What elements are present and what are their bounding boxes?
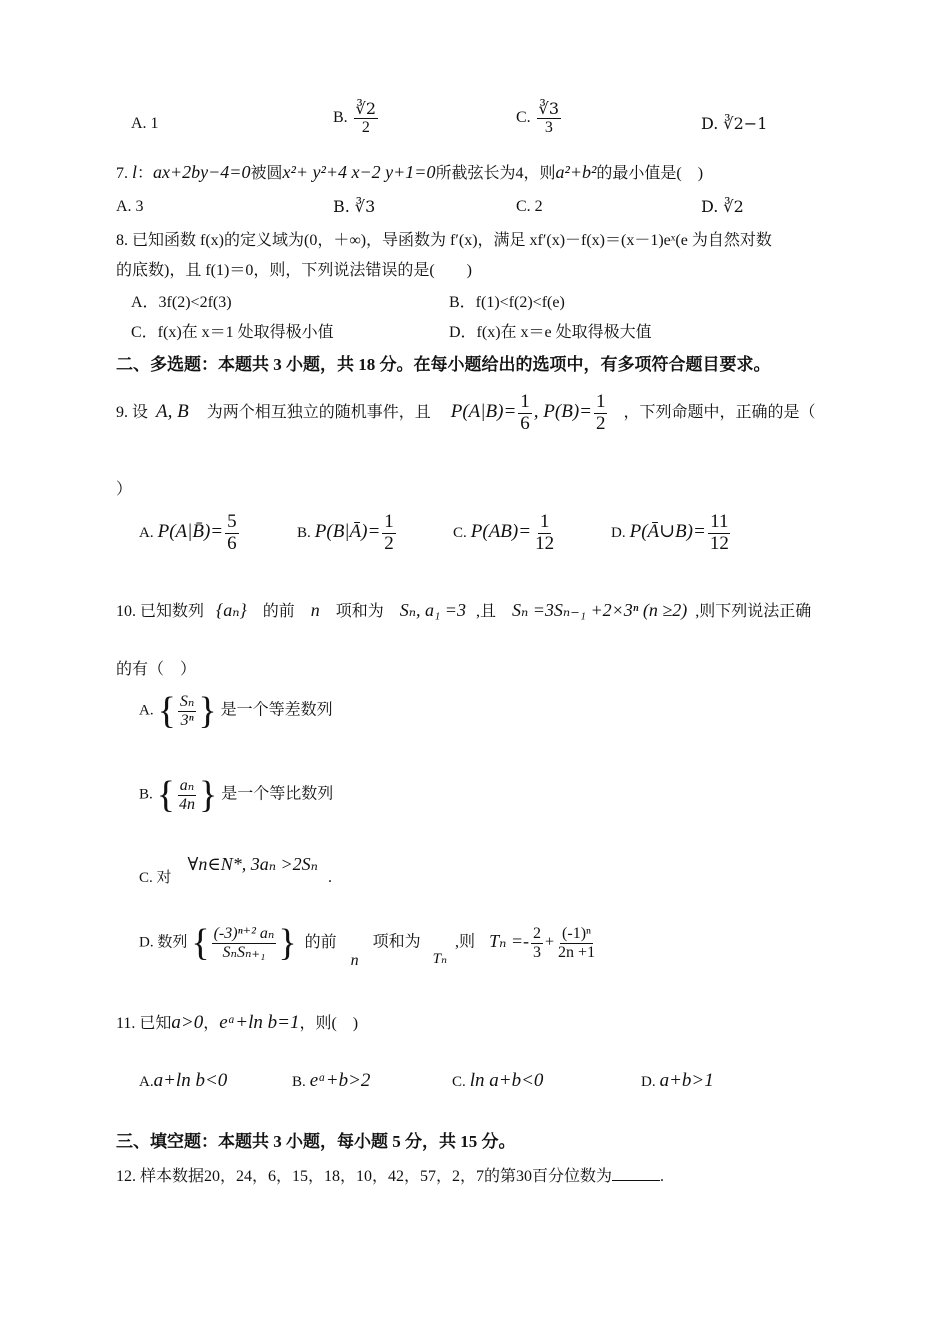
fraction-denominator: 6 (227, 532, 237, 554)
fraction-denominator: 3 (544, 118, 553, 136)
section-2-heading: 二、多选题：本题共 3 小题，共 18 分。在每小题给出的选项中，有多项符合题目要求。 (116, 355, 771, 374)
fraction-denominator: 2 (384, 532, 394, 554)
q10-sequence: {aₙ} (216, 600, 247, 620)
q11-separator: ， (203, 1015, 220, 1032)
q7-colon: ： (137, 165, 154, 182)
q6-option-c-fraction (537, 100, 561, 136)
q9-events: A, B (156, 401, 189, 423)
q9-option-b-expression: P(B|Ā)= (314, 521, 381, 543)
fraction-denominator: 12 (709, 532, 729, 554)
q11-option-a-expression: a+ln b<0 (153, 1070, 228, 1091)
q10-text-3: ,且 (475, 603, 496, 620)
q10-option-d-fraction-2 (556, 925, 597, 961)
q12-text: 12. 样本数据20，24，6，15，18，10，42，57，2，7的第30百分位数为 (116, 1168, 613, 1185)
q11-option-d (641, 1070, 714, 1093)
q11-option-c (452, 1070, 543, 1093)
q11-option-d-expression: a+b>1 (659, 1070, 714, 1091)
q10-option-b (139, 776, 333, 814)
fraction-numerator: Sₙ (179, 692, 195, 710)
q9-option-d-label: D. (611, 525, 626, 542)
q6-option-b-fraction (354, 100, 378, 136)
q7-text-1: 被圆 (250, 165, 283, 182)
q10-stem (116, 600, 811, 622)
q9-condition-2: , P(B)= (533, 401, 592, 423)
q7-stem (116, 162, 703, 184)
q9-option-a (139, 512, 241, 555)
q11-option-a (139, 1070, 227, 1093)
q7-expression: a²+b² (555, 162, 597, 182)
q10-option-d-result: Tₙ =- (489, 930, 530, 951)
fraction-numerator: (-1)ⁿ (562, 924, 592, 942)
q8-option-d: D．f(x)在 x＝e 处取得极大值 (449, 324, 652, 341)
q10-option-a-label: A. (139, 702, 154, 719)
q10-option-d-text-1: 的前 (304, 933, 337, 951)
fraction-numerator: 11 (710, 511, 729, 532)
q9-option-c-fraction (533, 512, 556, 555)
q6-option-d: D. ∛2−1 (701, 114, 768, 133)
q7-option-b: B. ∛3 (333, 197, 376, 216)
q9-option-d-expression: P(Ā∪B)= (629, 521, 706, 543)
q7-line-equation: ax+2by−4=0 (153, 162, 251, 182)
fraction-numerator: (-3)ⁿ⁺² aₙ (213, 924, 275, 942)
fraction-numerator: ∛2 (355, 99, 377, 118)
q10-option-d-text-2: 项和为 (372, 933, 421, 951)
q6-option-a: A. 1 (131, 115, 159, 132)
q9-condition-2-fraction (594, 392, 608, 435)
q9-option-a-fraction (225, 512, 239, 555)
q9-mid-text: 为两个相互独立的随机事件，且 (206, 404, 431, 422)
q11-tail: ，则( ) (299, 1015, 359, 1032)
q7-option-a: A. 3 (116, 198, 144, 215)
q10-option-b-label: B. (139, 786, 153, 803)
q7-line-name: l (132, 162, 138, 182)
q11-option-d-label: D. (641, 1074, 656, 1090)
fraction-numerator: 2 (533, 924, 542, 942)
q10-option-d-label: D. 数列 (139, 934, 188, 951)
answer-blank[interactable] (612, 1166, 660, 1181)
q6-option-b-label: B. (333, 108, 348, 126)
q10-option-a-fraction (178, 693, 196, 729)
fraction-numerator: 1 (539, 511, 550, 532)
q10-text-1: 的前 (262, 603, 295, 620)
q6-option-b (333, 100, 380, 136)
fraction-denominator: SₙSₙ₊₁ (222, 943, 266, 961)
q10-option-d-fraction (212, 925, 277, 961)
q7-option-c: C. 2 (516, 198, 543, 215)
fraction-denominator: 2 (361, 118, 370, 136)
fraction-numerator: 1 (384, 511, 394, 532)
q9-stem (116, 392, 815, 435)
q9-condition-1: P(A|B)= (450, 401, 517, 423)
q10-text-4: ,则下列说法正确 (695, 603, 812, 620)
q11-condition-1: a>0 (171, 1012, 204, 1033)
fraction-denominator: 4n (179, 795, 196, 813)
q9-option-a-expression: P(A|B̄)= (157, 521, 224, 543)
q9-option-c-label: C. (453, 525, 467, 542)
q10-option-c-period: . (327, 869, 332, 886)
q6-option-c (516, 100, 563, 136)
q7-option-d: D. ∛2 (701, 197, 744, 216)
q11-option-b-expression: eᵃ+b>2 (309, 1070, 371, 1091)
q11-option-a-label: A. (139, 1074, 154, 1090)
fraction-denominator: 12 (535, 532, 555, 554)
q7-text-2: 所截弦长为4，则 (435, 165, 556, 182)
q10-option-d-n: n (350, 951, 359, 969)
q11-option-c-label: C. (452, 1074, 466, 1090)
q10-initial-condition: Sₙ, a₁ =3 (399, 600, 466, 620)
q11-option-b-label: B. (292, 1074, 306, 1090)
fraction-denominator: 6 (520, 412, 530, 434)
q9-option-b-fraction (382, 512, 396, 555)
q8-option-b: B．f(1)<f(2)<f(e) (449, 294, 565, 311)
fraction-denominator: 2n +1 (558, 943, 596, 961)
fraction-numerator: 5 (227, 511, 237, 532)
q8-option-a: A．3f(2)<2f(3) (131, 294, 232, 311)
q10-option-b-text: 是一个等比数列 (221, 785, 334, 803)
q7-circle-equation: x²+ y²+4 x−2 y+1=0 (282, 162, 436, 182)
left-brace-icon: { (156, 774, 176, 816)
fraction-denominator: 2 (595, 412, 606, 434)
q9-condition-1-fraction (518, 392, 532, 435)
fraction-denominator: 3 (533, 943, 542, 961)
fraction-numerator: aₙ (179, 776, 195, 794)
q10-option-d-T: Tₙ (432, 950, 448, 967)
q10-n: n (310, 600, 320, 620)
q8-option-c: C．f(x)在 x＝1 处取得极小值 (131, 324, 334, 341)
q9-option-c-expression: P(AB)= (470, 521, 532, 543)
q8-stem-line-2: 的底数)，且 f(1)＝0，则，下列说法错误的是( ) (116, 262, 472, 279)
q10-option-d (139, 922, 599, 969)
fraction-numerator: 1 (595, 391, 606, 412)
q11-option-c-expression: ln a+b<0 (469, 1070, 544, 1091)
q8-stem-line-1: 8. 已知函数 f(x)的定义域为(0，＋∞)，导函数为 f′(x)，满足 xf′(x)－f(x)＝(x－1)eˣ(e 为自然对数 (116, 232, 772, 249)
q9-option-a-label: A. (139, 525, 154, 542)
q9-option-b (297, 512, 398, 555)
left-brace-icon: { (157, 690, 176, 732)
section-3-heading: 三、填空题：本题共 3 小题，每小题 5 分，共 15 分。 (116, 1132, 516, 1151)
q10-option-c-expression: ∀n∈N*, 3aₙ >2Sₙ (187, 854, 318, 874)
q9-lead: 9. 设 (116, 404, 149, 422)
q12-stem (116, 1166, 664, 1186)
q10-option-d-fraction-1 (531, 925, 543, 961)
q10-stem-line-2: 的有（ ） (116, 661, 197, 678)
left-brace-icon: { (191, 922, 210, 964)
q10-option-d-plus: + (545, 933, 555, 951)
q9-tail: ，下列命题中，正确的是（ (623, 404, 816, 422)
fraction-numerator: ∛3 (538, 99, 560, 118)
q9-option-d-fraction (708, 512, 731, 555)
right-brace-icon: } (198, 690, 217, 732)
q9-option-c (453, 512, 558, 555)
q9-option-b-label: B. (297, 525, 311, 542)
q11-option-b (292, 1070, 370, 1093)
q12-period: . (660, 1168, 665, 1185)
q7-text-3: 的最小值是( ) (596, 165, 704, 182)
q10-option-d-text-3: ,则 (455, 933, 476, 951)
fraction-denominator: 3ⁿ (180, 711, 194, 729)
right-brace-icon: } (278, 922, 297, 964)
q11-stem (116, 1012, 358, 1035)
fraction-numerator: 1 (520, 391, 530, 412)
q6-option-c-label: C. (516, 108, 531, 126)
right-brace-icon: } (199, 774, 218, 816)
q9-close-paren: ） (116, 481, 133, 498)
q10-option-b-fraction (177, 777, 197, 813)
q10-option-c (139, 854, 332, 888)
q11-condition-2: eᵃ+ln b=1 (219, 1012, 300, 1033)
q10-lead: 10. 已知数列 (116, 603, 205, 620)
q9-option-d (611, 512, 733, 555)
q10-option-a (139, 692, 333, 730)
q10-text-2: 项和为 (335, 603, 384, 620)
q10-option-c-label: C. 对 (139, 870, 172, 886)
q10-option-a-text: 是一个等差数列 (220, 701, 333, 719)
q10-recurrence: Sₙ =3Sₙ₋₁ +2×3ⁿ (n ≥2) (511, 600, 688, 620)
q7-number: 7. (116, 165, 132, 182)
q11-lead: 11. 已知 (116, 1015, 172, 1032)
